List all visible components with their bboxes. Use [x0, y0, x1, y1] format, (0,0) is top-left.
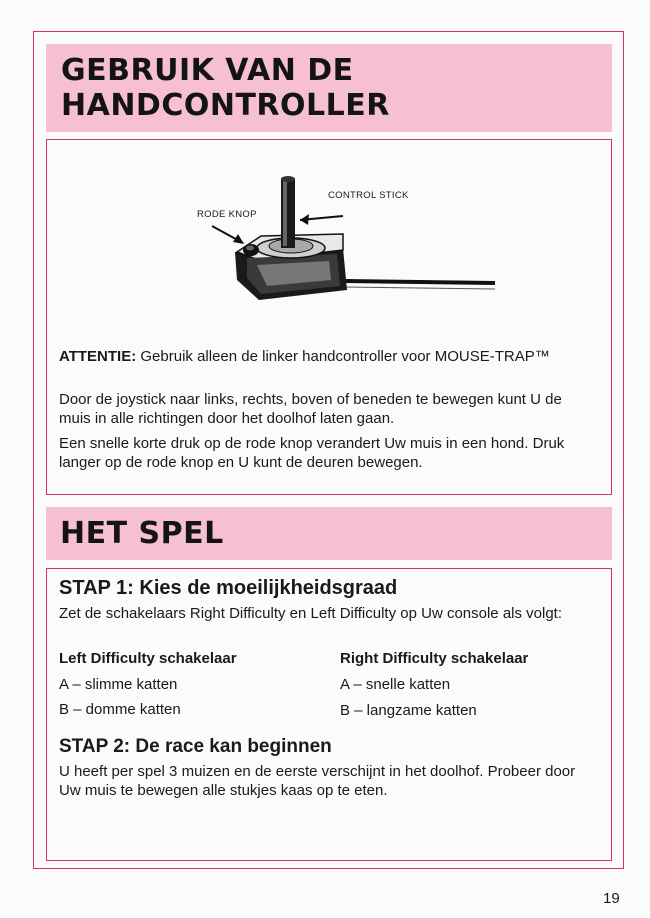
attention-paragraph: [59, 347, 597, 366]
step2-text: U heeft per spel 3 muizen en de eerste verschijnt in het doolhof. Probeer door Uw muis te bewegen alle stukjes kaas op te eten.: [59, 763, 576, 799]
left-difficulty-a: A – slimme katten: [59, 676, 178, 693]
game-box: [46, 568, 612, 861]
paragraph-red-button: Een snelle korte druk op de rode knop verandert Uw muis in een hond. Druk langer op de rode knop en U kunt de deuren bewegen.: [59, 435, 565, 471]
right-difficulty-a: A – snelle katten: [340, 676, 451, 693]
section-title-band: [46, 44, 612, 132]
joystick-illustration: [47, 140, 611, 340]
left-difficulty-header: Left Difficulty schakelaar: [59, 650, 237, 667]
step1-text: Zet de schakelaars Right Difficulty en Left Difficulty op Uw console als volgt:: [59, 605, 563, 622]
section-title-het-spel: HET SPEL: [60, 516, 224, 551]
section-title-controller: GEBRUIK VAN DE HANDCONTROLLER: [61, 53, 390, 123]
paragraph-joystick: Door de joystick naar links, rechts, boven of beneden te bewegen kunt U de muis in alle richtingen door het doolhof laten gaan.: [59, 391, 562, 427]
controller-box: [46, 139, 612, 495]
label-rode-knop: RODE KNOP: [197, 209, 257, 220]
attention-text: Gebruik alleen de linker handcontroller voor MOUSE-TRAP™: [140, 348, 550, 365]
left-difficulty-b: B – domme katten: [59, 701, 181, 718]
section-title-band-2: [46, 507, 612, 560]
attention-label: ATTENTIE:: [59, 348, 137, 365]
right-difficulty-b: B – langzame katten: [340, 702, 477, 719]
label-control-stick: CONTROL STICK: [328, 190, 409, 201]
step1-title: STAP 1: Kies de moeilijkheidsgraad: [59, 577, 398, 599]
step2-title: STAP 2: De race kan beginnen: [59, 736, 332, 757]
page-number: 19: [603, 890, 620, 907]
right-difficulty-header: Right Difficulty schakelaar: [340, 650, 529, 667]
